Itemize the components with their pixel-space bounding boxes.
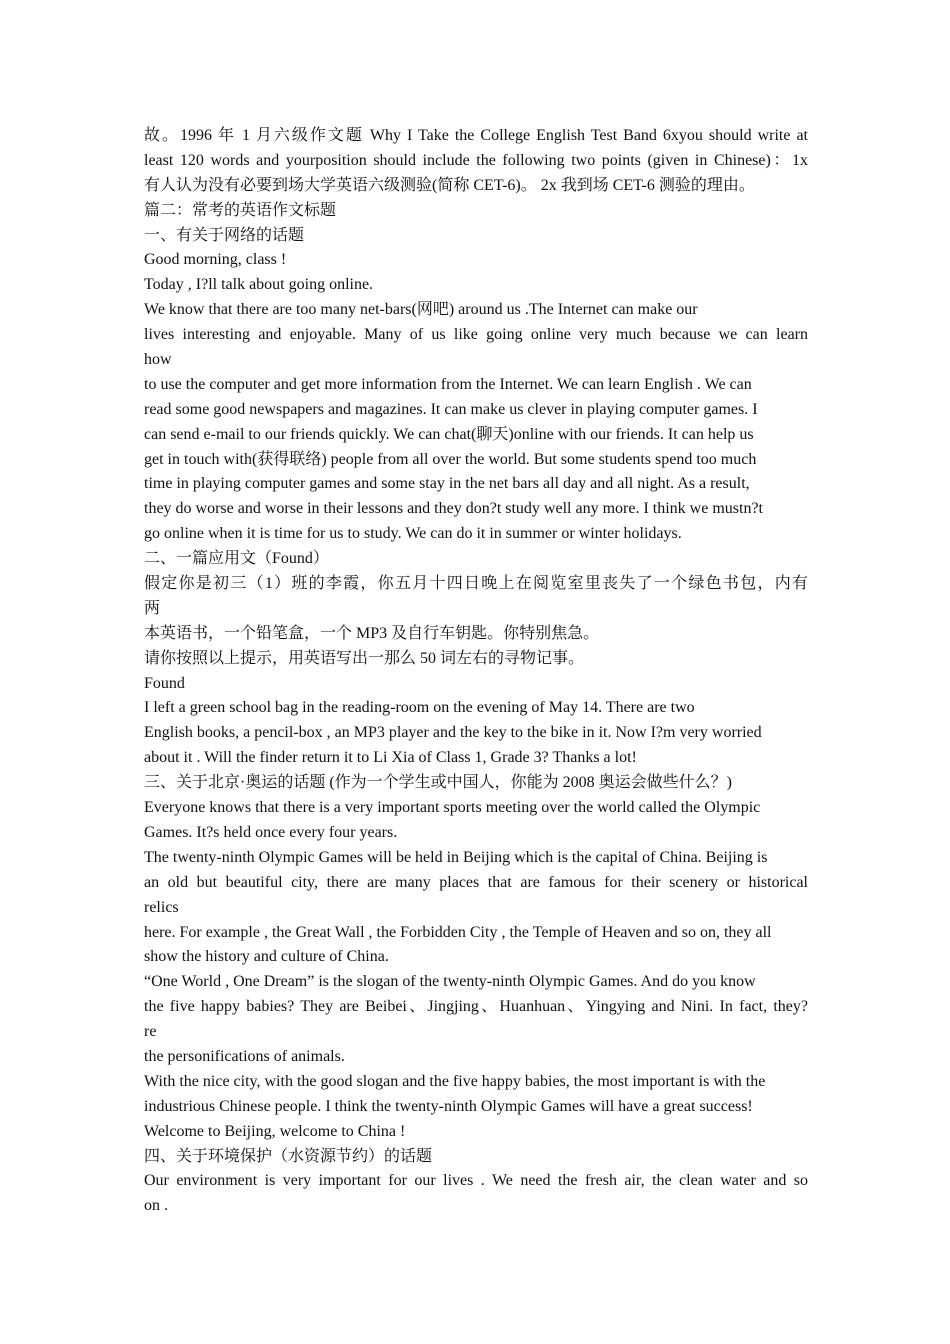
text-line: relics bbox=[144, 898, 179, 916]
text-line: time in playing computer games and some stay in the net bars all day and all night. As a result, bbox=[144, 475, 750, 493]
text-line: read some good newspapers and magazines. It can make us clever in playing computer games. I bbox=[144, 400, 758, 418]
text-line: here. For example , the Great Wall , the Forbidden City , the Temple of Heaven and so on, they all bbox=[144, 923, 772, 941]
text-line: With the nice city, with the good slogan and the five happy babies, the most important is with the bbox=[144, 1072, 766, 1090]
document-page bbox=[144, 124, 808, 1219]
text-line: Welcome to Beijing, welcome to China ! bbox=[144, 1122, 406, 1140]
text-line: to use the computer and get more information from the Internet. We can learn English . We can bbox=[144, 375, 752, 393]
text-line: Games. It?s held once every four years. bbox=[144, 823, 398, 841]
text-line: 一、有关于网络的话题 bbox=[144, 226, 305, 244]
text-line: 二、一篇应用文（Found） bbox=[144, 550, 329, 568]
text-line: 四、关于环境保护（水资源节约）的话题 bbox=[144, 1147, 433, 1165]
text-line: the personifications of animals. bbox=[144, 1047, 345, 1065]
text-line: about it . Will the finder return it to Li Xia of Class 1, Grade 3? Thanks a lot! bbox=[144, 749, 637, 767]
text-line: 篇二：常考的英语作文标题 bbox=[144, 201, 337, 219]
text-line: I left a green school bag in the reading-room on the evening of May 14. There are two bbox=[144, 699, 695, 717]
text-line: go online when it is time for us to study. We can do it in summer or winter holidays. bbox=[144, 525, 682, 543]
text-line: can send e-mail to our friends quickly. We can chat(聊天)online with our friends. It can help us bbox=[144, 425, 754, 443]
text-line: industrious Chinese people. I think the twenty-ninth Olympic Games will have a great success! bbox=[144, 1097, 753, 1115]
text-line: how bbox=[144, 351, 172, 369]
text-line: 故。1996 年 1 月六级作文题 Why I Take the College English Test Band 6xyou should write at bbox=[144, 127, 808, 144]
text-line: 有人认为没有必要到场大学英语六级测验(简称 CET-6)。 2x 我到场 CET-6 测验的理由。 bbox=[144, 176, 755, 194]
text-line: We know that there are too many net-bars(网吧) around us .The Internet can make our bbox=[144, 301, 698, 319]
text-line: “One World , One Dream” is the slogan of the twenty-ninth Olympic Games. And do you know bbox=[144, 973, 756, 991]
text-line: Found bbox=[144, 674, 185, 692]
text-line: Our environment is very important for our lives . We need the fresh air, the clean water and so bbox=[144, 1172, 808, 1190]
text-line: re bbox=[144, 1023, 157, 1041]
text-line: Good morning, class ! bbox=[144, 251, 287, 269]
text-line: least 120 words and yourposition should include the following two points (given in Chinese)：1x bbox=[144, 151, 808, 169]
text-line: get in touch with(获得联络) people from all over the world. But some students spend too much bbox=[144, 450, 757, 468]
text-line: an old but beautiful city, there are many places that are famous for their scenery or historical bbox=[144, 873, 808, 891]
text-line: lives interesting and enjoyable. Many of us like going online very much because we can learn bbox=[144, 326, 808, 344]
text-line: they do worse and worse in their lessons and they don?t study well any more. I think we mustn?t bbox=[144, 500, 763, 518]
text-line: 两 bbox=[144, 599, 161, 617]
text-line: 假定你是初三（1）班的李霞，你五月十四日晚上在阅览室里丧失了一个绿色书包，内有 bbox=[144, 575, 808, 593]
text-line: English books, a pencil-box , an MP3 player and the key to the bike in it. Now I?m very worried bbox=[144, 724, 762, 742]
text-line: on . bbox=[144, 1197, 168, 1215]
text-line: The twenty-ninth Olympic Games will be held in Beijing which is the capital of China. Beijing is bbox=[144, 848, 768, 866]
text-line: Everyone knows that there is a very important sports meeting over the world called the Olympic bbox=[144, 799, 761, 817]
text-line: 三、关于北京·奥运的话题 (作为一个学生或中国人，你能为 2008 奥运会做些什么？) bbox=[144, 774, 732, 792]
text-line: 本英语书，一个铅笔盒，一个 MP3 及自行车钥匙。你特别焦急。 bbox=[144, 624, 600, 642]
text-line: show the history and culture of China. bbox=[144, 948, 389, 966]
text-line: Today , I?ll talk about going online. bbox=[144, 276, 374, 294]
text-line: the five happy babies? They are Beibei、Jingjing、Huanhuan、Yingying and Nini. In fact, they? bbox=[144, 998, 808, 1016]
text-line: 请你按照以上提示，用英语写出一那么 50 词左右的寻物记事。 bbox=[144, 649, 585, 667]
